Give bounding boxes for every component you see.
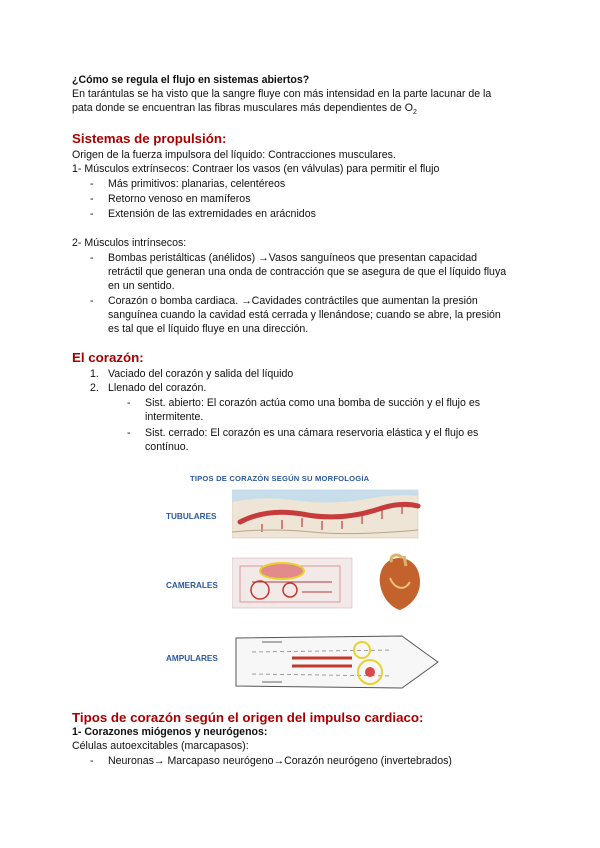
tubular-heart-illustration	[232, 488, 422, 540]
intrinsic-item-2-line-1: Corazón o bomba cardiaca. →Cavidades contráctiles que aumentan la presión	[108, 295, 478, 307]
figure-title: TIPOS DE CORAZÓN SEGÚN SU MORFOLOGÍA	[190, 474, 370, 483]
heart-sub-1-line-2: intermitente.	[145, 411, 204, 423]
bullet-dash: -	[90, 252, 94, 264]
extrinsic-item-1: Más primitivos: planarias, celentéreos	[108, 178, 286, 190]
cameral-heart-illustration	[232, 556, 357, 612]
intrinsic-item-1-line-3: en un sentido.	[108, 280, 175, 292]
label-ampulares: AMPULARES	[166, 654, 218, 663]
bullet-dash: -	[127, 427, 131, 439]
bullet-dash: -	[90, 208, 94, 220]
heart-sub-2-line-1: Sist. cerrado: El corazón es una cámara reservoria elástica y el flujo es	[145, 427, 479, 439]
label-camerales: CAMERALES	[166, 581, 218, 590]
propulsion-origin: Origen de la fuerza impulsora del líquido: Contracciones musculares.	[72, 149, 396, 161]
label-tubulares: TUBULARES	[166, 512, 217, 521]
bullet-dash: -	[90, 755, 94, 767]
intro-line-1: En tarántulas se ha visto que la sangre fluye con más intensidad en la parte lacunar de la	[72, 88, 492, 100]
heart-heading: El corazón:	[72, 350, 144, 365]
bullet-dash: -	[90, 295, 94, 307]
intrinsic-item-1-line-2: retráctil que generan una onda de contracción que se asegura de que el líquido fluya	[108, 266, 507, 278]
intrinsic-item-1-line-1: Bombas peristálticas (anélidos) →Vasos sanguíneos que presentan capacidad	[108, 252, 478, 264]
intrinsic-item-2-line-3: es tal que el líquido fluye en una dirección.	[108, 323, 309, 335]
heart-item-2: Llenado del corazón.	[108, 382, 207, 394]
intrinsic-title: 2- Músculos intrínsecos:	[72, 237, 187, 249]
intro-question: ¿Cómo se regula el flujo en sistemas abiertos?	[72, 74, 310, 86]
propulsion-heading: Sistemas de propulsión:	[72, 131, 227, 146]
origin-item: Neuronas→ Marcapaso neurógeno→Corazón neurógeno (invertebrados)	[108, 755, 452, 767]
extrinsic-title: 1- Músculos extrínsecos: Contraer los vasos (en válvulas) para permitir el flujo	[72, 163, 440, 175]
heart-item-1: Vaciado del corazón y salida del líquido	[108, 368, 294, 380]
intrinsic-item-2-line-2: sanguínea cuando la cavidad está cerrada y llenándose; cuando se abre, la presión	[108, 309, 501, 321]
extrinsic-item-2: Retorno venoso en mamíferos	[108, 193, 251, 205]
heart-sub-1-line-1: Sist. abierto: El corazón actúa como una bomba de succión y el flujo es	[145, 397, 481, 409]
list-number-1: 1.	[90, 368, 99, 380]
heart-morphology-figure	[160, 468, 450, 708]
bullet-dash: -	[90, 178, 94, 190]
vertebrate-heart-illustration	[374, 552, 424, 614]
origin-subheading: 1- Corazones miógenos y neurógenos:	[72, 726, 268, 738]
intro-line-2-subscript: 2	[412, 109, 417, 117]
origin-cells: Células autoexcitables (marcapasos):	[72, 740, 249, 752]
extrinsic-item-3: Extensión de las extremidades en arácnidos	[108, 208, 316, 220]
list-number-2: 2.	[90, 382, 99, 394]
heart-sub-2-line-2: contínuo.	[145, 441, 189, 453]
origin-heading: Tipos de corazón según el origen del impulso cardiaco:	[72, 710, 424, 725]
bullet-dash: -	[90, 193, 94, 205]
ampular-heart-illustration	[232, 628, 442, 694]
bullet-dash: -	[127, 397, 131, 409]
intro-line-2	[72, 101, 417, 120]
intro-line-2-text: pata donde se encuentran las fibras musculares más dependientes de O	[72, 102, 413, 114]
